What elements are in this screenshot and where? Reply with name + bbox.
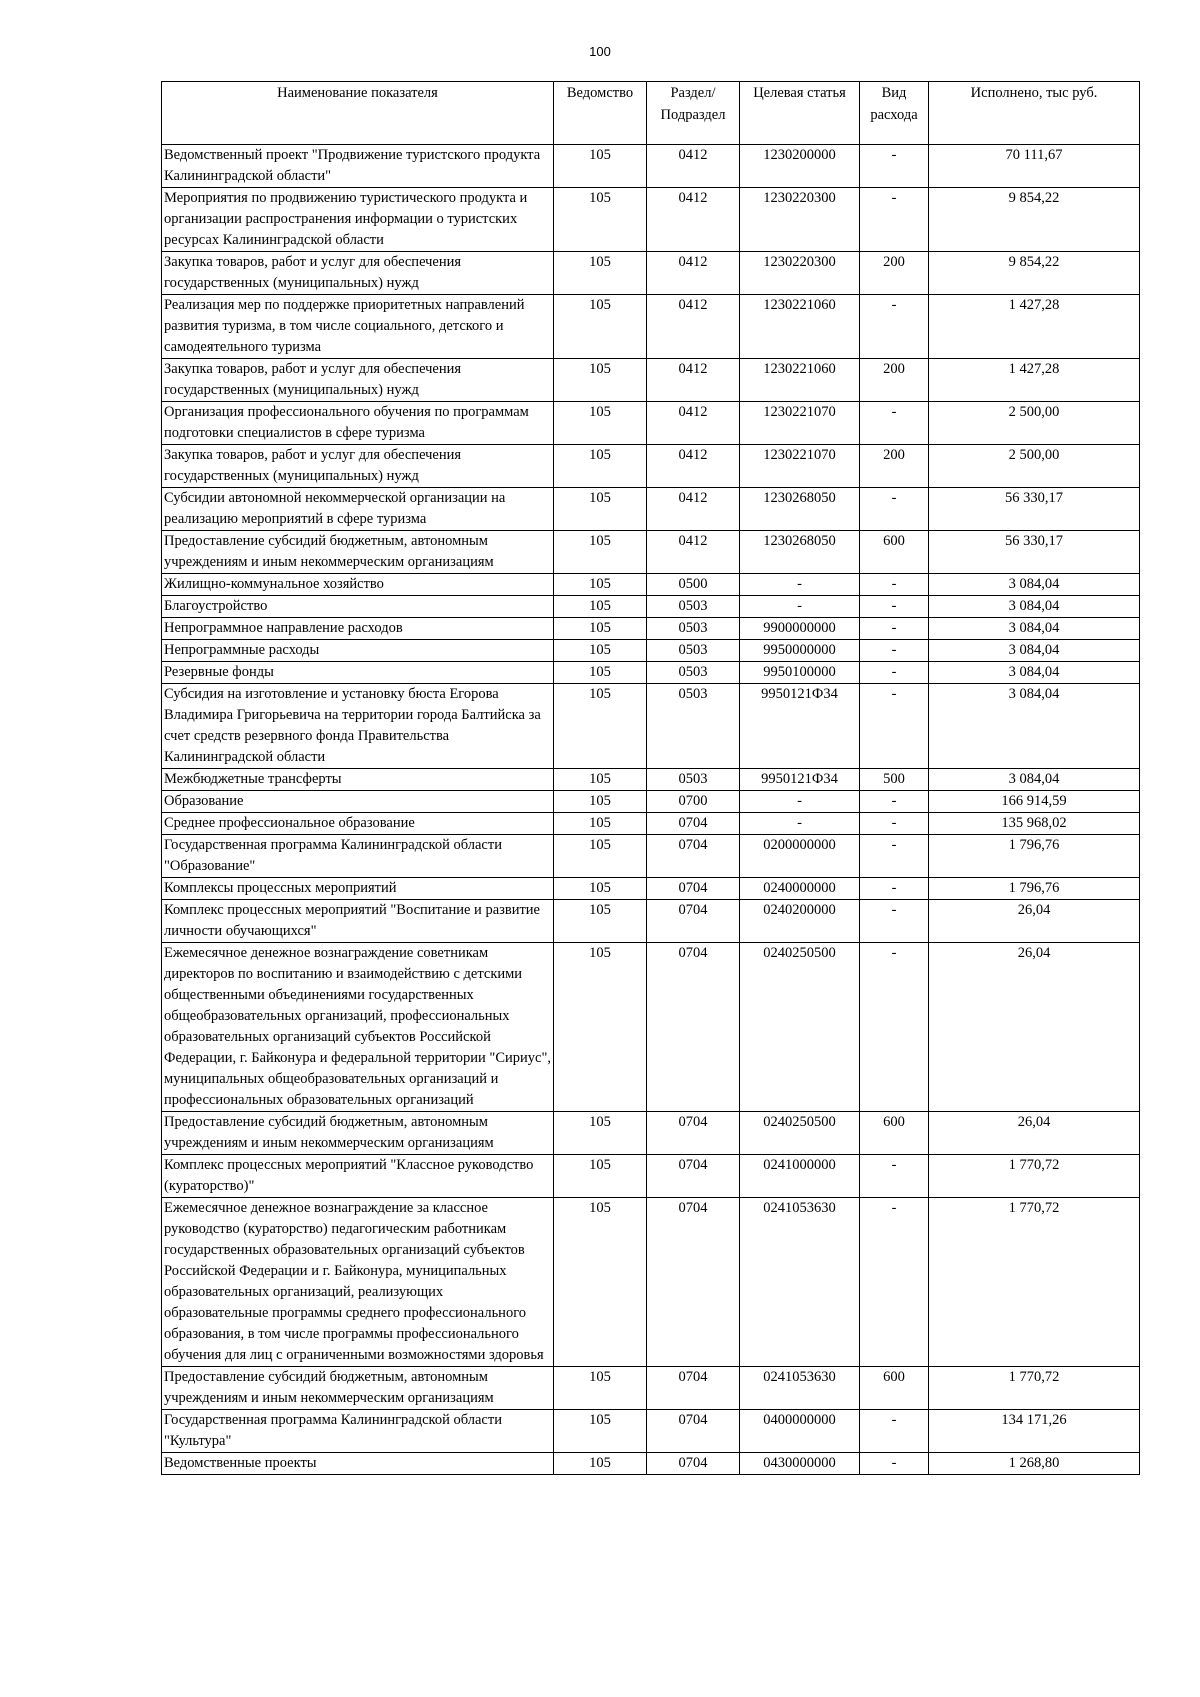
table-row <box>162 359 1140 402</box>
row-section: 0700 <box>647 791 740 813</box>
table-row <box>162 295 1140 359</box>
table-row <box>162 531 1140 574</box>
row-kind: - <box>860 900 929 943</box>
header-kind: Вид расхода <box>860 82 929 145</box>
row-amount: 9 854,22 <box>929 188 1140 252</box>
row-dept: 105 <box>554 618 647 640</box>
row-dept: 105 <box>554 252 647 295</box>
row-kind: 600 <box>860 1112 929 1155</box>
table-row <box>162 488 1140 531</box>
row-target: 0240250500 <box>740 943 860 1112</box>
row-section: 0503 <box>647 618 740 640</box>
row-section: 0704 <box>647 943 740 1112</box>
row-kind: - <box>860 596 929 618</box>
row-kind: - <box>860 813 929 835</box>
row-kind: - <box>860 791 929 813</box>
table-row <box>162 662 1140 684</box>
row-section: 0412 <box>647 252 740 295</box>
table-row <box>162 1410 1140 1453</box>
row-target: 0430000000 <box>740 1453 860 1475</box>
row-target: - <box>740 596 860 618</box>
row-name: Организация профессионального обучения по программам подготовки специалистов в сфере туризма <box>162 402 554 445</box>
row-name: Непрограммное направление расходов <box>162 618 554 640</box>
row-target: 9950121Ф34 <box>740 769 860 791</box>
row-name: Ежемесячное денежное вознаграждение за классное руководство (кураторство) педагогическим работникам государственных образовательных организаций субъектов Российской Федерации и г. Байконура, муниципальных образовательных организаций, реализующих образовательные программы среднего профессионального образования, в том числе программы профессионального обучения для лиц с ограниченными возможностями здоровья <box>162 1198 554 1367</box>
row-kind: - <box>860 878 929 900</box>
row-section: 0704 <box>647 1453 740 1475</box>
table-row <box>162 878 1140 900</box>
row-amount: 56 330,17 <box>929 488 1140 531</box>
row-name: Непрограммные расходы <box>162 640 554 662</box>
header-section: Раздел/ Подраздел <box>647 82 740 145</box>
row-kind: - <box>860 618 929 640</box>
header-dept: Ведомство <box>554 82 647 145</box>
row-section: 0704 <box>647 1410 740 1453</box>
row-amount: 56 330,17 <box>929 531 1140 574</box>
row-target: 1230200000 <box>740 145 860 188</box>
row-dept: 105 <box>554 531 647 574</box>
row-name: Жилищно-коммунальное хозяйство <box>162 574 554 596</box>
row-amount: 135 968,02 <box>929 813 1140 835</box>
row-section: 0412 <box>647 188 740 252</box>
row-name: Предоставление субсидий бюджетным, автономным учреждениям и иным некоммерческим организациям <box>162 531 554 574</box>
row-target: 1230221070 <box>740 402 860 445</box>
row-name: Образование <box>162 791 554 813</box>
row-section: 0704 <box>647 900 740 943</box>
table-row <box>162 769 1140 791</box>
row-name: Ведомственные проекты <box>162 1453 554 1475</box>
row-dept: 105 <box>554 295 647 359</box>
row-name: Мероприятия по продвижению туристического продукта и организации распространения информации о туристских ресурсах Калининградской области <box>162 188 554 252</box>
table-body <box>162 145 1140 1475</box>
row-section: 0412 <box>647 488 740 531</box>
row-dept: 105 <box>554 1367 647 1410</box>
row-amount: 26,04 <box>929 943 1140 1112</box>
row-target: 0241053630 <box>740 1367 860 1410</box>
row-amount: 70 111,67 <box>929 145 1140 188</box>
row-section: 0704 <box>647 1112 740 1155</box>
row-section: 0704 <box>647 1367 740 1410</box>
row-name: Комплексы процессных мероприятий <box>162 878 554 900</box>
table-row <box>162 835 1140 878</box>
row-section: 0412 <box>647 445 740 488</box>
row-section: 0503 <box>647 684 740 769</box>
row-name: Субсидия на изготовление и установку бюста Егорова Владимира Григорьевича на территории города Балтийска за счет средств резервного фонда Правительства Калининградской области <box>162 684 554 769</box>
table-row <box>162 445 1140 488</box>
row-target: 0240200000 <box>740 900 860 943</box>
row-target: 9900000000 <box>740 618 860 640</box>
row-name: Государственная программа Калининградской области "Культура" <box>162 1410 554 1453</box>
table-row <box>162 1112 1140 1155</box>
row-dept: 105 <box>554 488 647 531</box>
row-name: Субсидии автономной некоммерческой организации на реализацию мероприятий в сфере туризма <box>162 488 554 531</box>
row-kind: - <box>860 145 929 188</box>
table-row <box>162 1155 1140 1198</box>
row-kind: - <box>860 488 929 531</box>
table-row <box>162 574 1140 596</box>
row-kind: - <box>860 402 929 445</box>
row-target: 0400000000 <box>740 1410 860 1453</box>
row-section: 0503 <box>647 640 740 662</box>
row-target: 1230220300 <box>740 252 860 295</box>
row-dept: 105 <box>554 445 647 488</box>
budget-table <box>161 81 1140 1475</box>
row-target: 1230268050 <box>740 531 860 574</box>
row-name: Среднее профессиональное образование <box>162 813 554 835</box>
row-name: Ведомственный проект "Продвижение туристского продукта Калининградской области" <box>162 145 554 188</box>
table-row <box>162 640 1140 662</box>
row-target: 1230221070 <box>740 445 860 488</box>
row-dept: 105 <box>554 145 647 188</box>
row-section: 0412 <box>647 402 740 445</box>
row-dept: 105 <box>554 188 647 252</box>
row-amount: 1 796,76 <box>929 878 1140 900</box>
table-row <box>162 1198 1140 1367</box>
table-row <box>162 402 1140 445</box>
row-dept: 105 <box>554 574 647 596</box>
row-target: 1230220300 <box>740 188 860 252</box>
table-row <box>162 188 1140 252</box>
row-amount: 2 500,00 <box>929 445 1140 488</box>
row-kind: - <box>860 1198 929 1367</box>
table-header-row <box>162 82 1140 145</box>
header-name: Наименование показателя <box>162 82 554 145</box>
row-kind: 500 <box>860 769 929 791</box>
row-target: 0241053630 <box>740 1198 860 1367</box>
row-name: Комплекс процессных мероприятий "Классное руководство (кураторство)" <box>162 1155 554 1198</box>
row-name: Ежемесячное денежное вознаграждение советникам директоров по воспитанию и взаимодействию с детскими общественными объединениями государственных общеобразовательных организаций, профессиональных образовательных организаций субъектов Российской Федерации, г. Байконура и федеральной территории "Сириус", муниципальных общеобразовательных организаций и профессиональных образовательных организаций <box>162 943 554 1112</box>
row-dept: 105 <box>554 596 647 618</box>
row-target: 1230221060 <box>740 295 860 359</box>
table-row <box>162 813 1140 835</box>
row-section: 0500 <box>647 574 740 596</box>
row-kind: - <box>860 1453 929 1475</box>
row-amount: 1 770,72 <box>929 1367 1140 1410</box>
row-section: 0503 <box>647 596 740 618</box>
row-name: Закупка товаров, работ и услуг для обеспечения государственных (муниципальных) нужд <box>162 252 554 295</box>
row-kind: 200 <box>860 252 929 295</box>
row-name: Комплекс процессных мероприятий "Воспитание и развитие личности обучающихся" <box>162 900 554 943</box>
row-kind: 600 <box>860 1367 929 1410</box>
row-dept: 105 <box>554 1198 647 1367</box>
table-row <box>162 791 1140 813</box>
table-row <box>162 1367 1140 1410</box>
row-amount: 1 770,72 <box>929 1155 1140 1198</box>
row-kind: - <box>860 1410 929 1453</box>
row-section: 0704 <box>647 1155 740 1198</box>
row-dept: 105 <box>554 662 647 684</box>
row-kind: 200 <box>860 445 929 488</box>
row-kind: - <box>860 188 929 252</box>
table-row <box>162 145 1140 188</box>
row-name: Благоустройство <box>162 596 554 618</box>
row-dept: 105 <box>554 1155 647 1198</box>
table-row <box>162 684 1140 769</box>
row-section: 0412 <box>647 295 740 359</box>
row-amount: 3 084,04 <box>929 574 1140 596</box>
row-name: Закупка товаров, работ и услуг для обеспечения государственных (муниципальных) нужд <box>162 445 554 488</box>
row-amount: 26,04 <box>929 1112 1140 1155</box>
row-amount: 134 171,26 <box>929 1410 1140 1453</box>
row-dept: 105 <box>554 878 647 900</box>
row-amount: 3 084,04 <box>929 684 1140 769</box>
row-kind: - <box>860 640 929 662</box>
row-name: Резервные фонды <box>162 662 554 684</box>
row-dept: 105 <box>554 835 647 878</box>
row-name: Предоставление субсидий бюджетным, автономным учреждениям и иным некоммерческим организациям <box>162 1112 554 1155</box>
row-target: - <box>740 791 860 813</box>
header-target: Целевая статья <box>740 82 860 145</box>
row-dept: 105 <box>554 791 647 813</box>
row-section: 0412 <box>647 359 740 402</box>
header-amount: Исполнено, тыс руб. <box>929 82 1140 145</box>
row-amount: 1 427,28 <box>929 295 1140 359</box>
row-amount: 1 268,80 <box>929 1453 1140 1475</box>
row-amount: 3 084,04 <box>929 640 1140 662</box>
row-kind: - <box>860 684 929 769</box>
row-dept: 105 <box>554 1453 647 1475</box>
row-target: 1230221060 <box>740 359 860 402</box>
row-section: 0503 <box>647 662 740 684</box>
row-target: 1230268050 <box>740 488 860 531</box>
row-section: 0704 <box>647 878 740 900</box>
row-kind: - <box>860 295 929 359</box>
row-amount: 3 084,04 <box>929 769 1140 791</box>
row-kind: - <box>860 662 929 684</box>
row-section: 0704 <box>647 835 740 878</box>
row-target: 9950121Ф34 <box>740 684 860 769</box>
row-target: 9950000000 <box>740 640 860 662</box>
table-row <box>162 596 1140 618</box>
row-amount: 166 914,59 <box>929 791 1140 813</box>
row-section: 0412 <box>647 531 740 574</box>
row-dept: 105 <box>554 1112 647 1155</box>
table-row <box>162 1453 1140 1475</box>
row-amount: 1 427,28 <box>929 359 1140 402</box>
row-kind: 600 <box>860 531 929 574</box>
row-amount: 3 084,04 <box>929 596 1140 618</box>
table-row <box>162 943 1140 1112</box>
page-number: 100 <box>589 44 611 59</box>
row-name: Закупка товаров, работ и услуг для обеспечения государственных (муниципальных) нужд <box>162 359 554 402</box>
row-dept: 105 <box>554 813 647 835</box>
row-section: 0503 <box>647 769 740 791</box>
row-target: - <box>740 574 860 596</box>
row-amount: 2 500,00 <box>929 402 1140 445</box>
table-row <box>162 618 1140 640</box>
row-target: - <box>740 813 860 835</box>
row-amount: 1 796,76 <box>929 835 1140 878</box>
row-name: Предоставление субсидий бюджетным, автономным учреждениям и иным некоммерческим организациям <box>162 1367 554 1410</box>
row-dept: 105 <box>554 684 647 769</box>
row-name: Реализация мер по поддержке приоритетных направлений развития туризма, в том числе социального, детского и самодеятельного туризма <box>162 295 554 359</box>
row-target: 0240000000 <box>740 878 860 900</box>
row-dept: 105 <box>554 900 647 943</box>
row-dept: 105 <box>554 943 647 1112</box>
row-amount: 3 084,04 <box>929 662 1140 684</box>
row-amount: 9 854,22 <box>929 252 1140 295</box>
row-section: 0412 <box>647 145 740 188</box>
row-target: 9950100000 <box>740 662 860 684</box>
row-dept: 105 <box>554 1410 647 1453</box>
row-kind: - <box>860 574 929 596</box>
row-dept: 105 <box>554 359 647 402</box>
row-kind: - <box>860 835 929 878</box>
row-kind: 200 <box>860 359 929 402</box>
row-amount: 26,04 <box>929 900 1140 943</box>
row-dept: 105 <box>554 640 647 662</box>
row-name: Государственная программа Калининградской области "Образование" <box>162 835 554 878</box>
table-row <box>162 900 1140 943</box>
row-target: 0200000000 <box>740 835 860 878</box>
row-kind: - <box>860 1155 929 1198</box>
row-section: 0704 <box>647 813 740 835</box>
row-section: 0704 <box>647 1198 740 1367</box>
row-amount: 3 084,04 <box>929 618 1140 640</box>
row-dept: 105 <box>554 402 647 445</box>
row-target: 0240250500 <box>740 1112 860 1155</box>
row-amount: 1 770,72 <box>929 1198 1140 1367</box>
row-name: Межбюджетные трансферты <box>162 769 554 791</box>
row-dept: 105 <box>554 769 647 791</box>
table-row <box>162 252 1140 295</box>
row-kind: - <box>860 943 929 1112</box>
row-target: 0241000000 <box>740 1155 860 1198</box>
